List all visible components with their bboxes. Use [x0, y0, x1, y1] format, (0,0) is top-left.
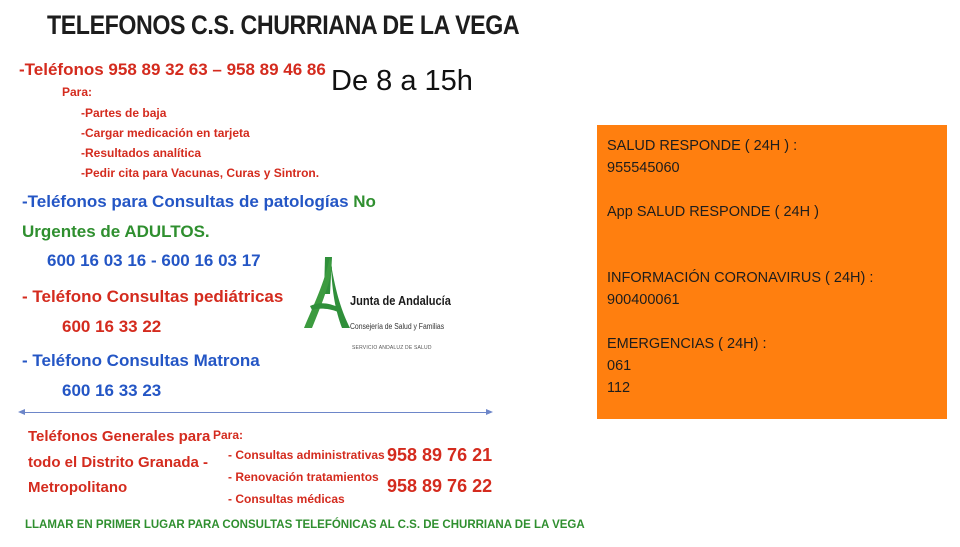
list-item: -Cargar medicación en tarjeta — [81, 126, 250, 140]
general-phone: 958 89 76 21 — [387, 445, 493, 465]
opening-hours: De 8 a 15h — [331, 65, 473, 97]
midwife-title: - Teléfono Consultas Matrona — [22, 351, 260, 370]
list-item: -Resultados analítica — [81, 146, 202, 160]
main-phones: -Teléfonos 958 89 32 63 – 958 89 46 86 — [19, 60, 326, 79]
app-salud-responde: App SALUD RESPONDE ( 24H ) — [607, 204, 819, 220]
general-line: Teléfonos Generales para — [28, 428, 211, 445]
general-line: todo el Distrito Granada - — [28, 454, 209, 471]
logo-name: Junta de Andalucía — [350, 293, 451, 308]
double-arrow-divider — [24, 412, 487, 413]
non-urgent-subtitle: Urgentes de ADULTOS. — [22, 222, 210, 241]
list-item: - Consultas administrativas — [228, 448, 385, 462]
page-title: TELEFONOS C.S. CHURRIANA DE LA VEGA — [47, 10, 520, 40]
salud-responde-phone: 955545060 — [607, 160, 680, 176]
general-phone: 958 89 76 22 — [387, 476, 493, 496]
dash: - — [22, 192, 28, 211]
footer-note: LLAMAR EN PRIMER LUGAR PARA CONSULTAS TELEFÓNICAS AL C.S. DE CHURRIANA DE LA VEGA — [25, 519, 585, 531]
emergency-info-panel — [597, 125, 947, 419]
list-item: - Renovación tratamientos — [228, 470, 379, 484]
section1-para-label: Para: — [62, 85, 93, 99]
non-urgent-title-blue: Teléfonos para Consultas de patologías — [27, 192, 349, 211]
salud-responde-label: SALUD RESPONDE ( 24H ) : — [607, 138, 798, 154]
general-line: Metropolitano — [28, 479, 128, 496]
pediatric-phone: 600 16 33 22 — [62, 317, 162, 336]
logo-subtitle: Consejería de Salud y Familias — [350, 322, 445, 331]
emergency-phone: 061 — [607, 358, 632, 374]
non-urgent-consult-title — [22, 192, 376, 212]
midwife-phone: 600 16 33 23 — [62, 381, 162, 400]
logo-service: SERVICIO ANDALUZ DE SALUD — [352, 345, 432, 351]
non-urgent-phones: 600 16 03 16 - 600 16 03 17 — [47, 251, 261, 270]
covid-info-label: INFORMACIÓN CORONAVIRUS ( 24H) : — [607, 270, 874, 286]
covid-info-phone: 900400061 — [607, 292, 680, 308]
pediatric-title: - Teléfono Consultas pediátricas — [22, 287, 284, 306]
list-item: - Consultas médicas — [228, 492, 345, 506]
general-para-label: Para: — [213, 428, 244, 442]
list-item: -Partes de baja — [81, 106, 167, 120]
emergency-phone: 112 — [607, 380, 631, 396]
non-urgent-title-green: No — [353, 192, 376, 211]
list-item: -Pedir cita para Vacunas, Curas y Sintron. — [81, 166, 320, 180]
emergency-label: EMERGENCIAS ( 24H) : — [607, 336, 767, 352]
